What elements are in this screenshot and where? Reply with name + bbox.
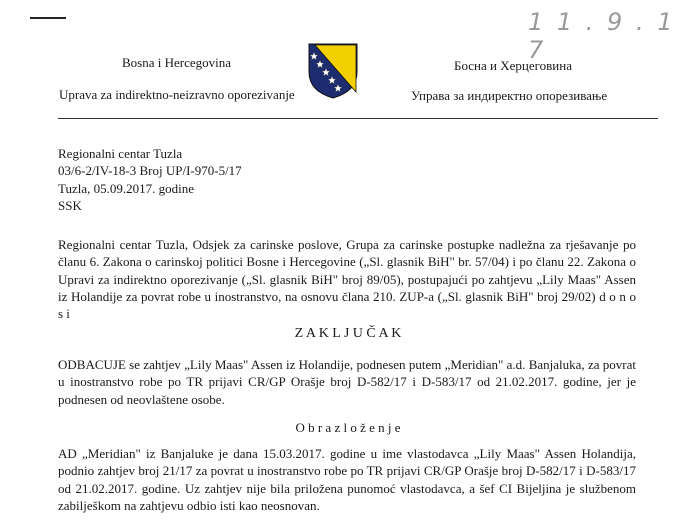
header-right-line2: Управа за индиректно опорезивање bbox=[411, 88, 608, 103]
coat-of-arms-icon bbox=[307, 42, 359, 100]
header-right-line1: Босна и Херцеговина bbox=[454, 58, 572, 73]
reasoning-paragraph: AD „Meridian" iz Banjaluke je dana 15.03.2017. godine u ime vlastodavca „Lily Maas" Assen Holandija, podnio zahtjev broj 21/17 za povrat u inostranstvo robe po TR prijavi CR/GP Orašje broj D-582/17 i D-583/17 od 21.02.2017. godine. Uz zahtjev nije bila priložena punomoć vlastodavca, a šef CI Bijeljina je službenom zabilješkom na zahtjevu odbio isti kao neosnovan. bbox=[58, 446, 636, 513]
reference-block bbox=[58, 145, 242, 215]
reference-code: SSK bbox=[58, 198, 82, 214]
header-left-line1: Bosna i Hercegovina bbox=[122, 55, 232, 70]
top-left-mark bbox=[30, 17, 66, 19]
intro-paragraph: Regionalni centar Tuzla, Odsjek za carinske poslove, Grupa za carinske postupke nadležna za rješavanje po članu 6. Zakona o carinskoj politici Bosne i Hercegovine („Sl. glasnik BiH" br. 57/04) i po članu 22. Zakona o Upravi za indirektno oporezivanje („Sl. glasnik BiH" broj 89/05), postupajući po zahtjevu „Lily Maas" Assen iz Holandije za povrat robe u inostranstvo, na osnovu člana 210. ZUP-a („Sl. glasnik BiH" broj 29/02) d o n o s i bbox=[58, 237, 636, 322]
header-divider bbox=[58, 118, 658, 119]
decision-paragraph: ODBACUJE se zahtjev „Lily Maas" Assen iz Holandije, podnesen putem „Meridian" a.d. Banjaluka, za povrat u inostranstvo robe po TR prijavi CR/GP Orašje broj D-582/17 i D-583/17 od 21.02.2017. godine, jer je podnesen od neovlaštene osobe. bbox=[58, 357, 636, 407]
reference-office: Regionalni centar Tuzla bbox=[58, 146, 183, 161]
handwritten-note: 1 1 . 9 . 1 7 bbox=[528, 8, 676, 64]
reference-number: 03/6-2/IV-18-3 Broj UP/I-970-5/17 bbox=[58, 163, 242, 179]
reasoning-title: O b r a z l o ž e n j e bbox=[295, 420, 401, 435]
decision-title: Z A K L J U Č A K bbox=[294, 326, 402, 341]
reference-date: Tuzla, 05.09.2017. godine bbox=[58, 180, 195, 196]
header-left-line2: Uprava za indirektno-neizravno oporezivanje bbox=[59, 87, 295, 102]
